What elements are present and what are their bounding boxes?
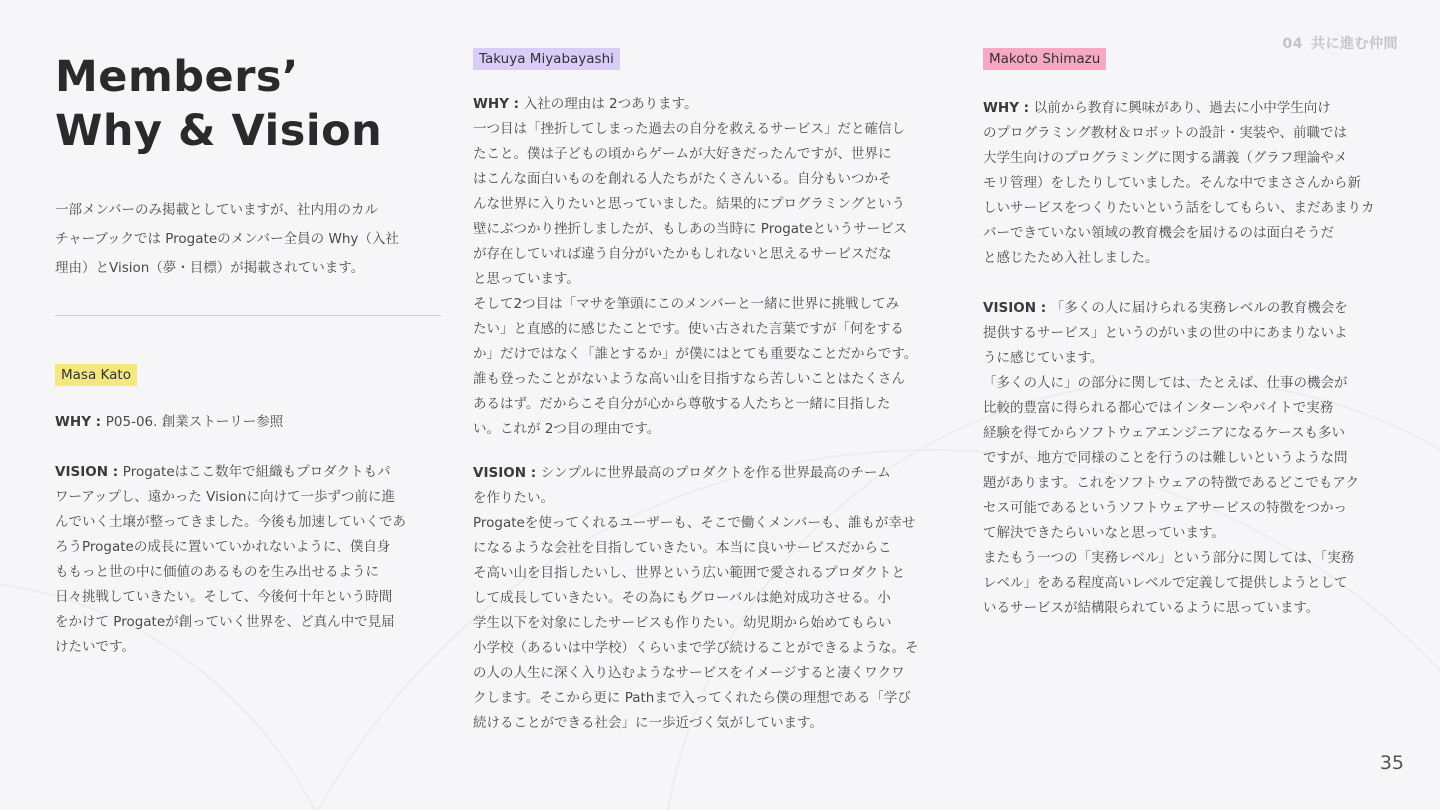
vision-line: ももっと世の中に価値のあるものを生み出せるように <box>55 564 379 580</box>
vision-line: Progateを使ってくれるユーザーも、そこで働くメンバーも、誰もが幸せ <box>473 515 916 531</box>
member-name-tag-takuya-miyabayashi <box>473 48 620 70</box>
divider <box>55 315 441 316</box>
why-paragraph <box>473 92 943 442</box>
why-line: が存在していれば違う自分がいたかもしれないと思えるサービスだな <box>473 246 892 262</box>
vision-line: ろうProgateの成長に置いていかれないように、僕自身 <box>55 539 391 555</box>
member-name: Masa Kato <box>55 364 137 386</box>
vision-line: 日々挑戦していきたい。そして、今後何十年という時間 <box>55 589 393 605</box>
why-label: WHY : <box>473 96 524 112</box>
title-line-2: Why & Vision <box>55 106 383 156</box>
vision-line: の人の人生に深く入り込むようなサービスをイメージすると凄くワクワ <box>473 665 905 681</box>
vision-line: ワーアップし、遠かった Visionに向けて一歩ずつ前に進 <box>55 489 395 505</box>
why-line: たこと。僕は子どもの頃からゲームが大好きだったんですが、世界に <box>473 146 892 162</box>
why-line: と思っています。 <box>473 271 580 287</box>
vision-line: セス可能であるというソフトウェアサービスの特徴をつかっ <box>983 500 1347 516</box>
vision-line: 小学校（あるいは中学校）くらいまで学び続けることができるような。そ <box>473 640 919 656</box>
vision-line: て解決できたらいいなと思っています。 <box>983 525 1225 541</box>
why-line: 以前から教育に興味があり、過去に小中学生向け <box>1033 100 1331 116</box>
vision-paragraph <box>983 296 1383 621</box>
vision-line: 続けることができる社会」に一歩近づく気がしています。 <box>473 715 823 731</box>
vision-line: 提供するサービス」というのがいまの世の中にあまりないよ <box>983 325 1348 341</box>
member-card-takuya-miyabayashi <box>473 92 943 736</box>
vision-line: 題があります。これをソフトウェアの特徴であるどこでもアク <box>983 475 1359 491</box>
page-number: 35 <box>1379 752 1404 774</box>
member-name-tag-masa-kato <box>55 364 137 386</box>
vision-line: になるような会社を目指していきたい。本当に良いサービスだからこ <box>473 540 892 556</box>
why-line: か」だけではなく「誰とするか」が僕にはとても重要なことだからです。 <box>473 346 918 362</box>
vision-line: Progateはここ数年で組織もプロダクトもパ <box>122 464 391 480</box>
member-name: Takuya Miyabayashi <box>473 48 620 70</box>
vision-line: して成長していきたい。その為にもグローバルは絶対成功させる。小 <box>473 590 891 606</box>
vision-line: いるサービスが結構限られているように思っています。 <box>983 600 1320 616</box>
why-line: あるはず。だからこそ自分が心から尊敬する人たちと一緒に目指した <box>473 396 891 412</box>
member-card-makoto-shimazu <box>983 96 1383 621</box>
why-line: 入社の理由は 2つあります。 <box>523 96 698 112</box>
section-title: 共に進む仲間 <box>1311 36 1398 52</box>
intro-text <box>55 196 430 283</box>
why-line: たい」と直感的に感じたことです。使い古された言葉ですが「何をする <box>473 321 904 337</box>
vision-line: 「多くの人に届けられる実務レベルの教育機会を <box>1050 300 1348 316</box>
why-line: い。これが 2つ目の理由です。 <box>473 421 661 437</box>
vision-line: 比較的豊富に得られる都心ではインターンやバイトで実務 <box>983 400 1334 416</box>
why-paragraph <box>983 96 1383 271</box>
vision-line: ですが、地方で同様のことを行うのは難しいというような問 <box>983 450 1348 466</box>
vision-line: 経験を得てからソフトウェアエンジニアになるケースも多い <box>983 425 1346 441</box>
why-label: WHY : <box>983 100 1034 116</box>
vision-line: クします。そこから更に Pathまで入ってくれたら僕の理想である「学び <box>473 690 911 706</box>
why-line: のプログラミング教材＆ロボットの設計・実装や、前職では <box>983 125 1347 141</box>
member-name: Makoto Shimazu <box>983 48 1106 70</box>
intro-line: チャーブックでは Progateのメンバー全員の Why（入社 <box>55 231 399 247</box>
vision-line: レベル」をある程度高いレベルで定義して提供しようとして <box>983 575 1348 591</box>
vision-line: 学生以下を対象にしたサービスも作りたい。幼児期から始めてもらい <box>473 615 892 631</box>
why-line: 誰も登ったことがないような高い山を目指すなら苦しいことはたくさん <box>473 371 905 387</box>
why-line: しいサービスをつくりたいという話をしてもらい、まだあまりカ <box>983 200 1375 216</box>
why-line: 壁にぶつかり挫折しましたが、もしあの当時に Progateというサービス <box>473 221 908 237</box>
vision-label: VISION : <box>983 300 1051 316</box>
why-line: モリ管理）をしたりしていました。そんな中でまささんから新 <box>983 175 1361 191</box>
section-number: 04 <box>1282 36 1303 52</box>
intro-line: 一部メンバーのみ掲載としていますが、社内用のカル <box>55 202 379 218</box>
vision-label: VISION : <box>55 464 123 480</box>
why-line: はこんな面白いものを創れる人たちがたくさんいる。自分もいつかそ <box>473 171 892 187</box>
why-line: P05-06. 創業ストーリー参照 <box>105 414 284 430</box>
page-title <box>55 50 382 158</box>
title-line-1: Members’ <box>55 52 299 102</box>
member-card-masa-kato <box>55 410 435 660</box>
why-line: 大学生向けのプログラミングに関する講義（グラフ理論やメ <box>983 150 1348 166</box>
vision-line: けたいです。 <box>55 639 135 655</box>
vision-line: そ高い山を目指したいし、世界という広い範囲で愛されるプロダクトと <box>473 565 905 581</box>
vision-line: またもう一つの「実務レベル」という部分に関しては、「実務 <box>983 550 1355 566</box>
why-line: と感じたため入社しました。 <box>983 250 1159 266</box>
vision-line: シンプルに世界最高のプロダクトを作る世界最高のチーム <box>540 465 891 481</box>
vision-line: うに感じています。 <box>983 350 1104 366</box>
vision-line: んでいく土壌が整ってきました。今後も加速していくであ <box>55 514 406 530</box>
why-line: 一つ目は「挫折してしまった過去の自分を救えるサービス」だと確信し <box>473 121 905 137</box>
why-label: WHY : <box>55 414 106 430</box>
vision-paragraph <box>55 460 435 660</box>
section-label <box>1230 33 1398 53</box>
vision-line: を作りたい。 <box>473 490 554 506</box>
vision-line: 「多くの人に」の部分に関しては、たとえば、仕事の機会が <box>983 375 1348 391</box>
why-line: そして2つ目は「マサを筆頭にこのメンバーと一緒に世界に挑戦してみ <box>473 296 900 312</box>
member-name-tag-makoto-shimazu <box>983 48 1106 70</box>
why-line: バーできていない領域の教育機会を届けるのは面白そうだ <box>983 225 1334 241</box>
intro-line: 理由）とVision（夢・目標）が掲載されています。 <box>55 260 365 276</box>
why-paragraph <box>55 410 435 435</box>
vision-line: をかけて Progateが創っていく世界を、ど真ん中で見届 <box>55 614 395 630</box>
vision-label: VISION : <box>473 465 541 481</box>
vision-paragraph <box>473 461 943 736</box>
why-line: んな世界に入りたいと思っていました。結果的にプログラミングという <box>473 196 905 212</box>
